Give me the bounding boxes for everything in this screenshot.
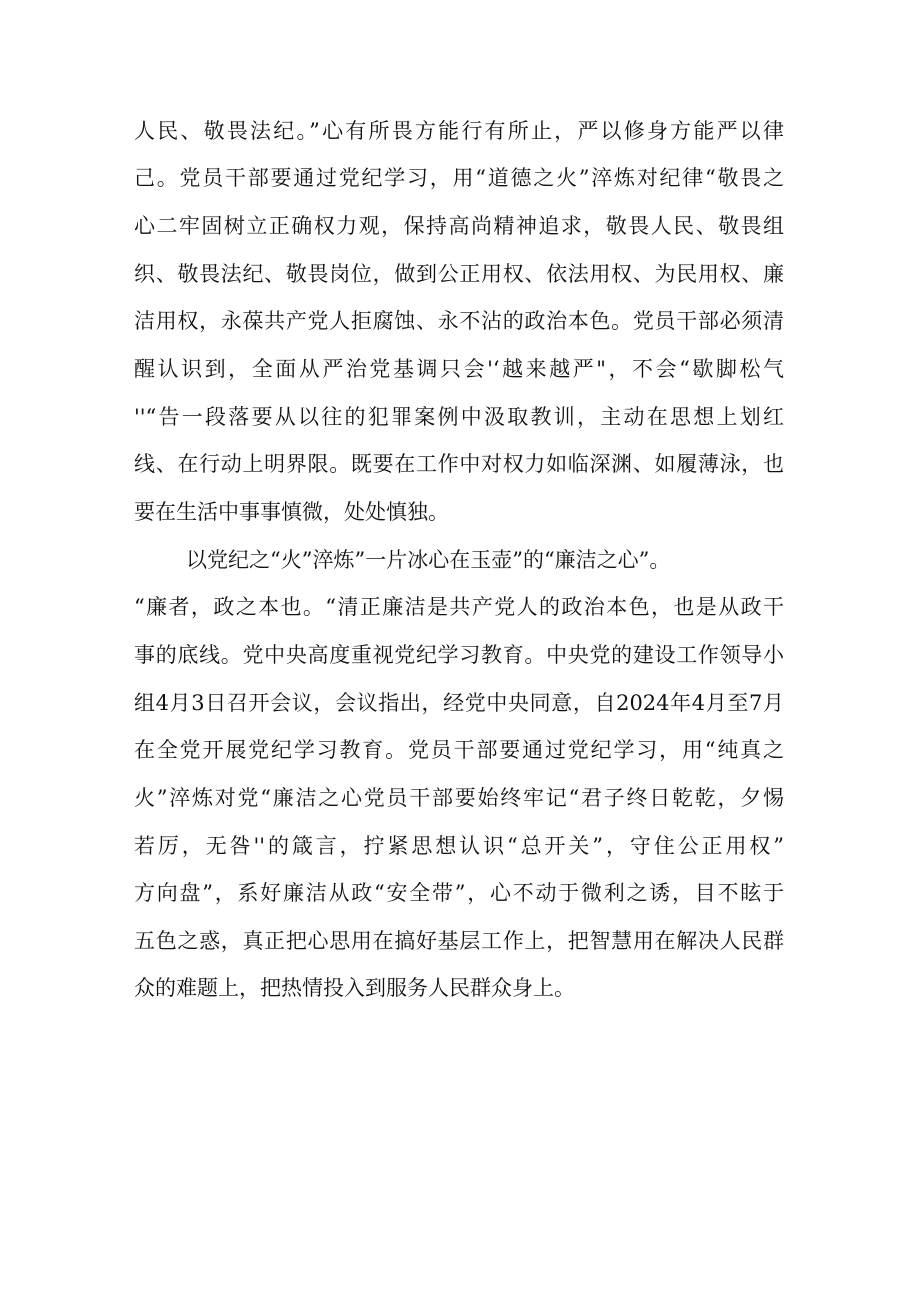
paragraph-2-line-4: 组4月3日召开会议，会议指出，经党中央同意，自2024年4月至7月 — [134, 691, 784, 715]
paragraph-2-line-1: 以党纪之“火”淬炼”一片冰心在玉壶”的“廉洁之心”。 — [186, 548, 671, 572]
paragraph-2-line-6: 火”淬炼对党“廉洁之心党员干部要始终牢记“君子终日乾乾，夕惕 — [134, 786, 784, 810]
paragraph-1-line-1: 人民、敬畏法纪。”心有所畏方能行有所止，严以修身方能严以律 — [134, 119, 784, 143]
paragraph-2-line-3: 事的底线。党中央高度重视党纪学习教育。中央党的建设工作领导小 — [134, 643, 784, 667]
paragraph-2-line-10: 众的难题上，把热情投入到服务人民群众身上。 — [134, 976, 575, 1000]
paragraph-2-line-9: 五色之惑，真正把心思用在搞好基层工作上，把智慧用在解决人民群 — [134, 929, 784, 953]
paragraph-1-line-8: 线、在行动上明界限。既要在工作中对权力如临深渊、如履薄泳，也 — [134, 452, 784, 476]
paragraph-1-line-9: 要在生活中事事慎微，处处慎独。 — [134, 500, 449, 524]
paragraph-1-line-6: 醒认识到，全面从严治党基调只会'‘越来越严"，不会“歇脚松气 — [134, 357, 784, 381]
paragraph-1-line-7: ''“告一段落要从以往的犯罪案例中汲取教训，主动在思想上划红 — [134, 405, 784, 429]
paragraph-1-line-2: 己。党员干部要通过党纪学习，用“道德之火”淬炼对纪律“敬畏之 — [134, 166, 784, 190]
paragraph-2-line-8: 方向盘”，系好廉洁从政“安全带”，心不动于微利之诱，目不眩于 — [134, 881, 784, 905]
paragraph-1-line-5: 洁用权，永葆共产党人拒腐蚀、永不沾的政治本色。党员干部必须清 — [134, 309, 784, 333]
paragraph-1-line-3: 心二牢固树立正确权力观，保持高尚精神追求，敬畏人民、敬畏组 — [134, 214, 784, 238]
paragraph-2-line-7: 若厉，无咎''的箴言，拧紧思想认识“总开关”，守住公正用权” — [134, 834, 784, 858]
paragraph-2-line-2: “廉者，政之本也。“清正廉洁是共产党人的政治本色，也是从政干 — [134, 595, 784, 619]
paragraph-2-line-5: 在全党开展党纪学习教育。党员干部要通过党纪学习，用“纯真之 — [134, 738, 784, 762]
paragraph-1-line-4: 织、敬畏法纪、敬畏岗位，做到公正用权、依法用权、为民用权、廉 — [134, 262, 784, 286]
